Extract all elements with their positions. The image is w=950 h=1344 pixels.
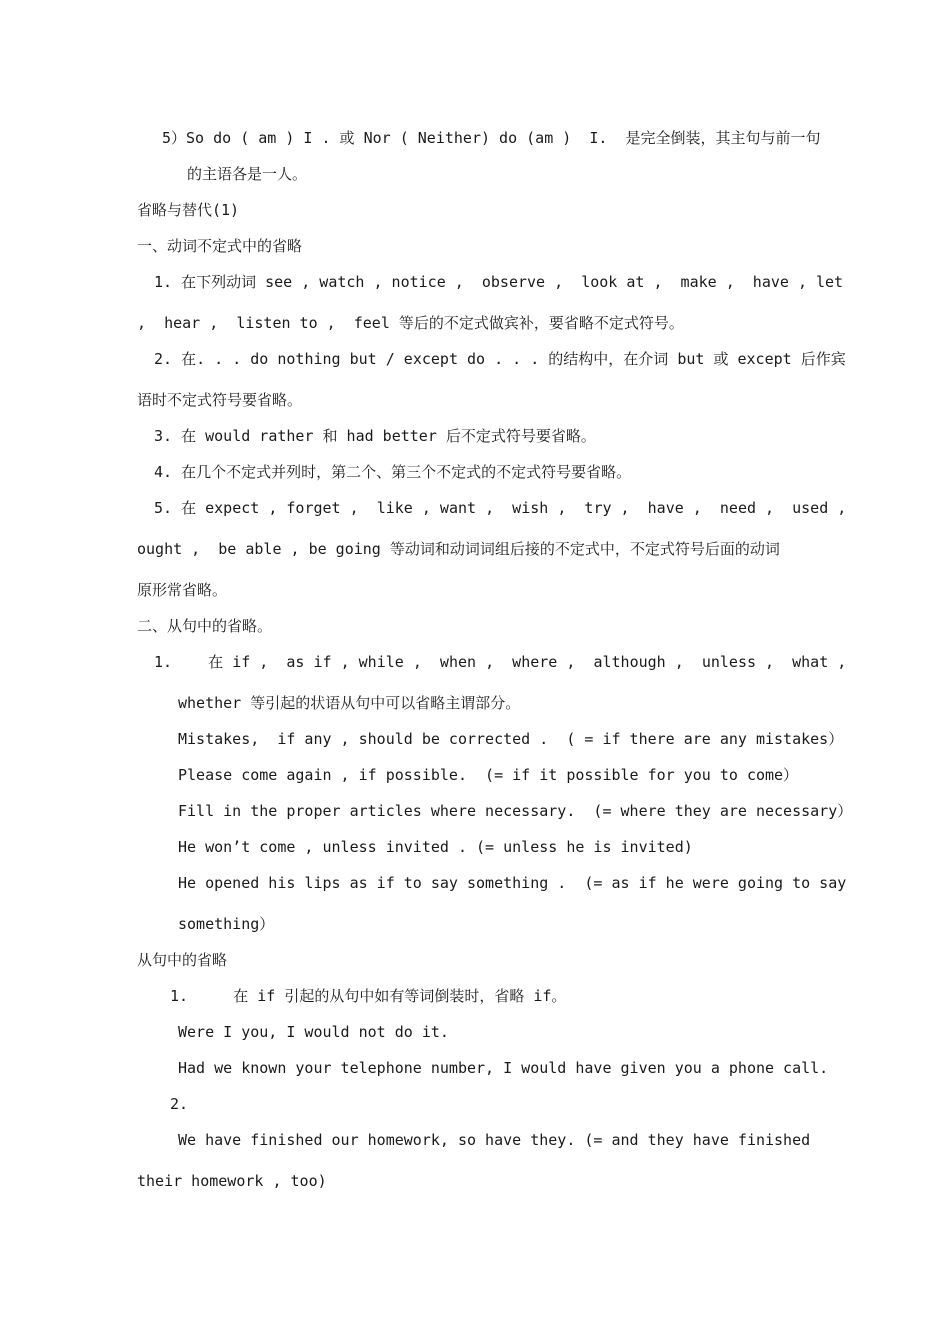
clause2-example-3: We have finished our homework, so have they. (= and they have finished [178,1131,811,1149]
example-3: Fill in the proper articles where necessary. (= where they are necessary） [178,802,853,820]
example-4: He won’t come , unless invited . (= unless he is invited) [178,838,693,856]
example-1: Mistakes, if any , should be corrected . ( = if there are any mistakes） [178,730,844,748]
example-5: He opened his lips as if to say something . (= as if he were going to say [178,874,847,892]
rule-5-cont: ought , be able , be going 等动词和动词词组后接的不定式中，不定式符号后面的动词 [137,540,780,558]
rule-2: 2. 在. . . do nothing but / except do . . . 的结构中，在介词 but 或 except 后作宾 [154,350,846,368]
text-line-inversion-rule: 5）So do ( am ) I . 或 Nor ( Neither) do (am ) I. 是完全倒装，其主句与前一句 [162,129,821,147]
section-heading-ellipsis-substitution: 省略与替代(1) [137,201,240,219]
example-5-cont: something） [178,915,275,933]
section-heading-infinitive: 一、动词不定式中的省略 [137,237,303,255]
clause2-example-1: Were I you, I would not do it. [178,1023,449,1041]
clause2-rule-2: 2. [170,1095,189,1113]
rule-1: 1. 在下列动词 see , watch , notice , observe , look at , make , have , let [154,273,844,291]
clause2-example-2: Had we known your telephone number, I would have given you a phone call. [178,1059,829,1077]
rule-4: 4. 在几个不定式并列时，第二个、第三个不定式的不定式符号要省略。 [154,463,632,481]
rule-1-cont: , hear , listen to , feel 等后的不定式做宾补，要省略不定式符号。 [137,314,684,332]
rule-3: 3. 在 would rather 和 had better 后不定式符号要省略。 [154,427,596,445]
clause2-rule-1: 1. 在 if 引起的从句中如有等词倒装时，省略 if。 [170,987,567,1005]
clause-rule-1: 1. 在 if , as if , while , when , where , although , unless , what , [154,653,847,671]
clause2-example-3-cont: their homework , too) [137,1172,327,1190]
rule-2-cont: 语时不定式符号要省略。 [137,391,303,409]
section-heading-clause-2: 从句中的省略 [137,951,228,969]
rule-5: 5. 在 expect , forget , like , want , wish , try , have , need , used , [154,499,847,517]
example-2: Please come again , if possible. (= if it possible for you to come） [178,766,799,784]
section-heading-clause: 二、从句中的省略。 [137,617,273,635]
rule-5-cont2: 原形常省略。 [137,581,228,599]
clause-rule-1-cont: whether 等引起的状语从句中可以省略主谓部分。 [178,694,521,712]
text-line-inversion-rule-cont: 的主语各是一人。 [187,165,308,183]
